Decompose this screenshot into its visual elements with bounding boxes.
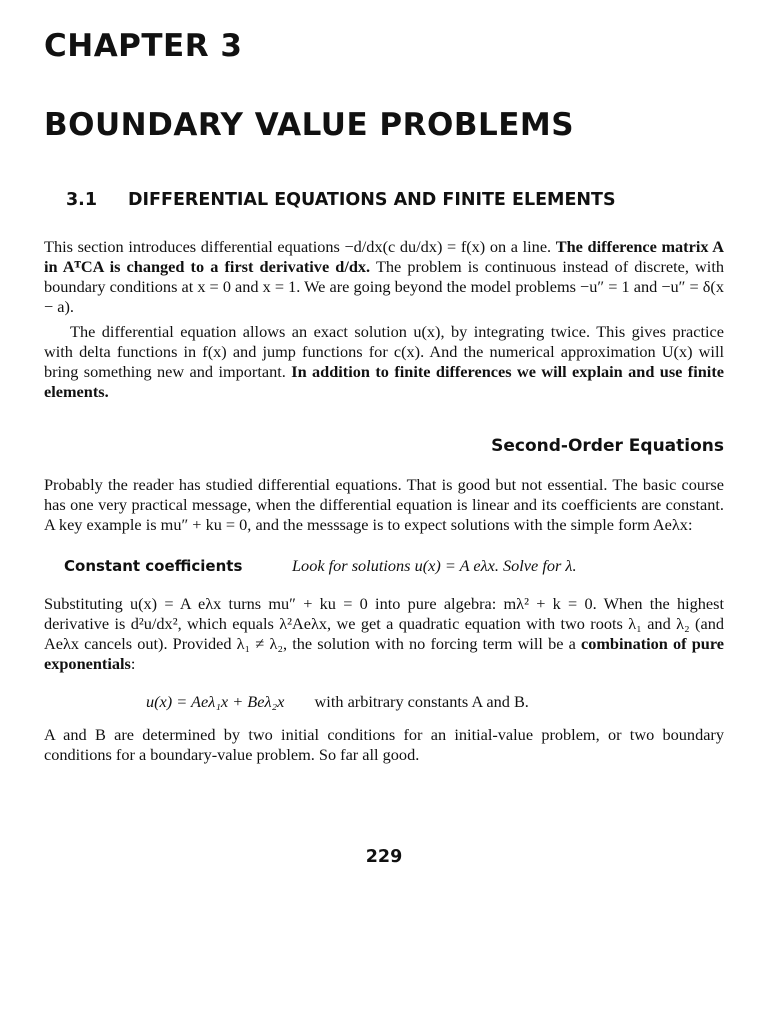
section-title: DIFFERENTIAL EQUATIONS AND FINITE ELEMENTS: [128, 190, 616, 211]
paragraph-exact-solution: [44, 322, 724, 402]
display-label: Constant coefficients: [64, 556, 243, 575]
substitution-text: Substituting u(x) = A eλx turns mu″ + ku = 0 into pure algebra: mλ² + k = 0. When the highest derivative is d²u/dx², which equals λ²Aeλx, we get a quadratic equation with two roots λ₁ and λ₂ (and Aeλx cancels out). Provided λ₁ ≠ λ₂, the solution with no forcing term will be a: [44, 593, 724, 653]
page-number: 229: [365, 847, 403, 867]
page-content: [44, 28, 724, 765]
subsection-heading: Second-Order Equations: [491, 436, 724, 457]
paragraph-intro: [44, 237, 724, 317]
general-solution-note: with arbitrary constants A and B.: [314, 691, 529, 711]
general-solution-formula: u(x) = Aeλ₁x + Beλ₂x: [146, 691, 285, 711]
section-number: 3.1: [66, 190, 98, 211]
display-constant-coefficients: [64, 556, 724, 576]
exact-solution-bold: In addition to finite differences we will explain and use finite elements.: [44, 362, 724, 402]
intro-sentence-3: The problem is continuous instead of discrete, with boundary conditions at x = 0 and x = 1. We are going beyond the model problems −u″ = 1 and −u″ = δ(x − a).: [44, 257, 724, 317]
display-equation: Look for solutions u(x) = A eλx. Solve for λ.: [292, 555, 577, 575]
paragraph-conditions: A and B are determined by two initial conditions for an initial-value problem, or two boundary conditions for a boundary-value problem. So far all good.: [44, 724, 724, 764]
section-heading: [66, 190, 724, 211]
exact-solution-text: The differential equation allows an exact solution u(x), by integrating twice. This gives practice with delta functions in f(x) and jump functions for c(x). And the numerical approximation U(x) will bring something new and important.: [44, 322, 724, 382]
display-general-solution: [146, 692, 724, 712]
intro-sentence-1: This section introduces differential equations −d/dx(c du/dx) = f(x) on a line.: [44, 237, 552, 257]
chapter-title: BOUNDARY VALUE PROBLEMS: [44, 107, 575, 144]
paragraph-second-order: Probably the reader has studied differential equations. That is good but not essential. The basic course has one very practical message, when the differential equation is linear and its coefficients are constant. A key example is mu″ + ku = 0, and the messsage is to expect solutions with the simple form Aeλx:: [44, 474, 724, 534]
chapter-label: CHAPTER 3: [44, 28, 243, 64]
paragraph-substitution: [44, 594, 724, 674]
substitution-bold: combination of pure exponentials: [44, 633, 724, 673]
substitution-end: :: [130, 653, 136, 673]
intro-sentence-bold: The difference matrix A in AᵀCA is changed to a first derivative d/dx.: [44, 237, 724, 277]
